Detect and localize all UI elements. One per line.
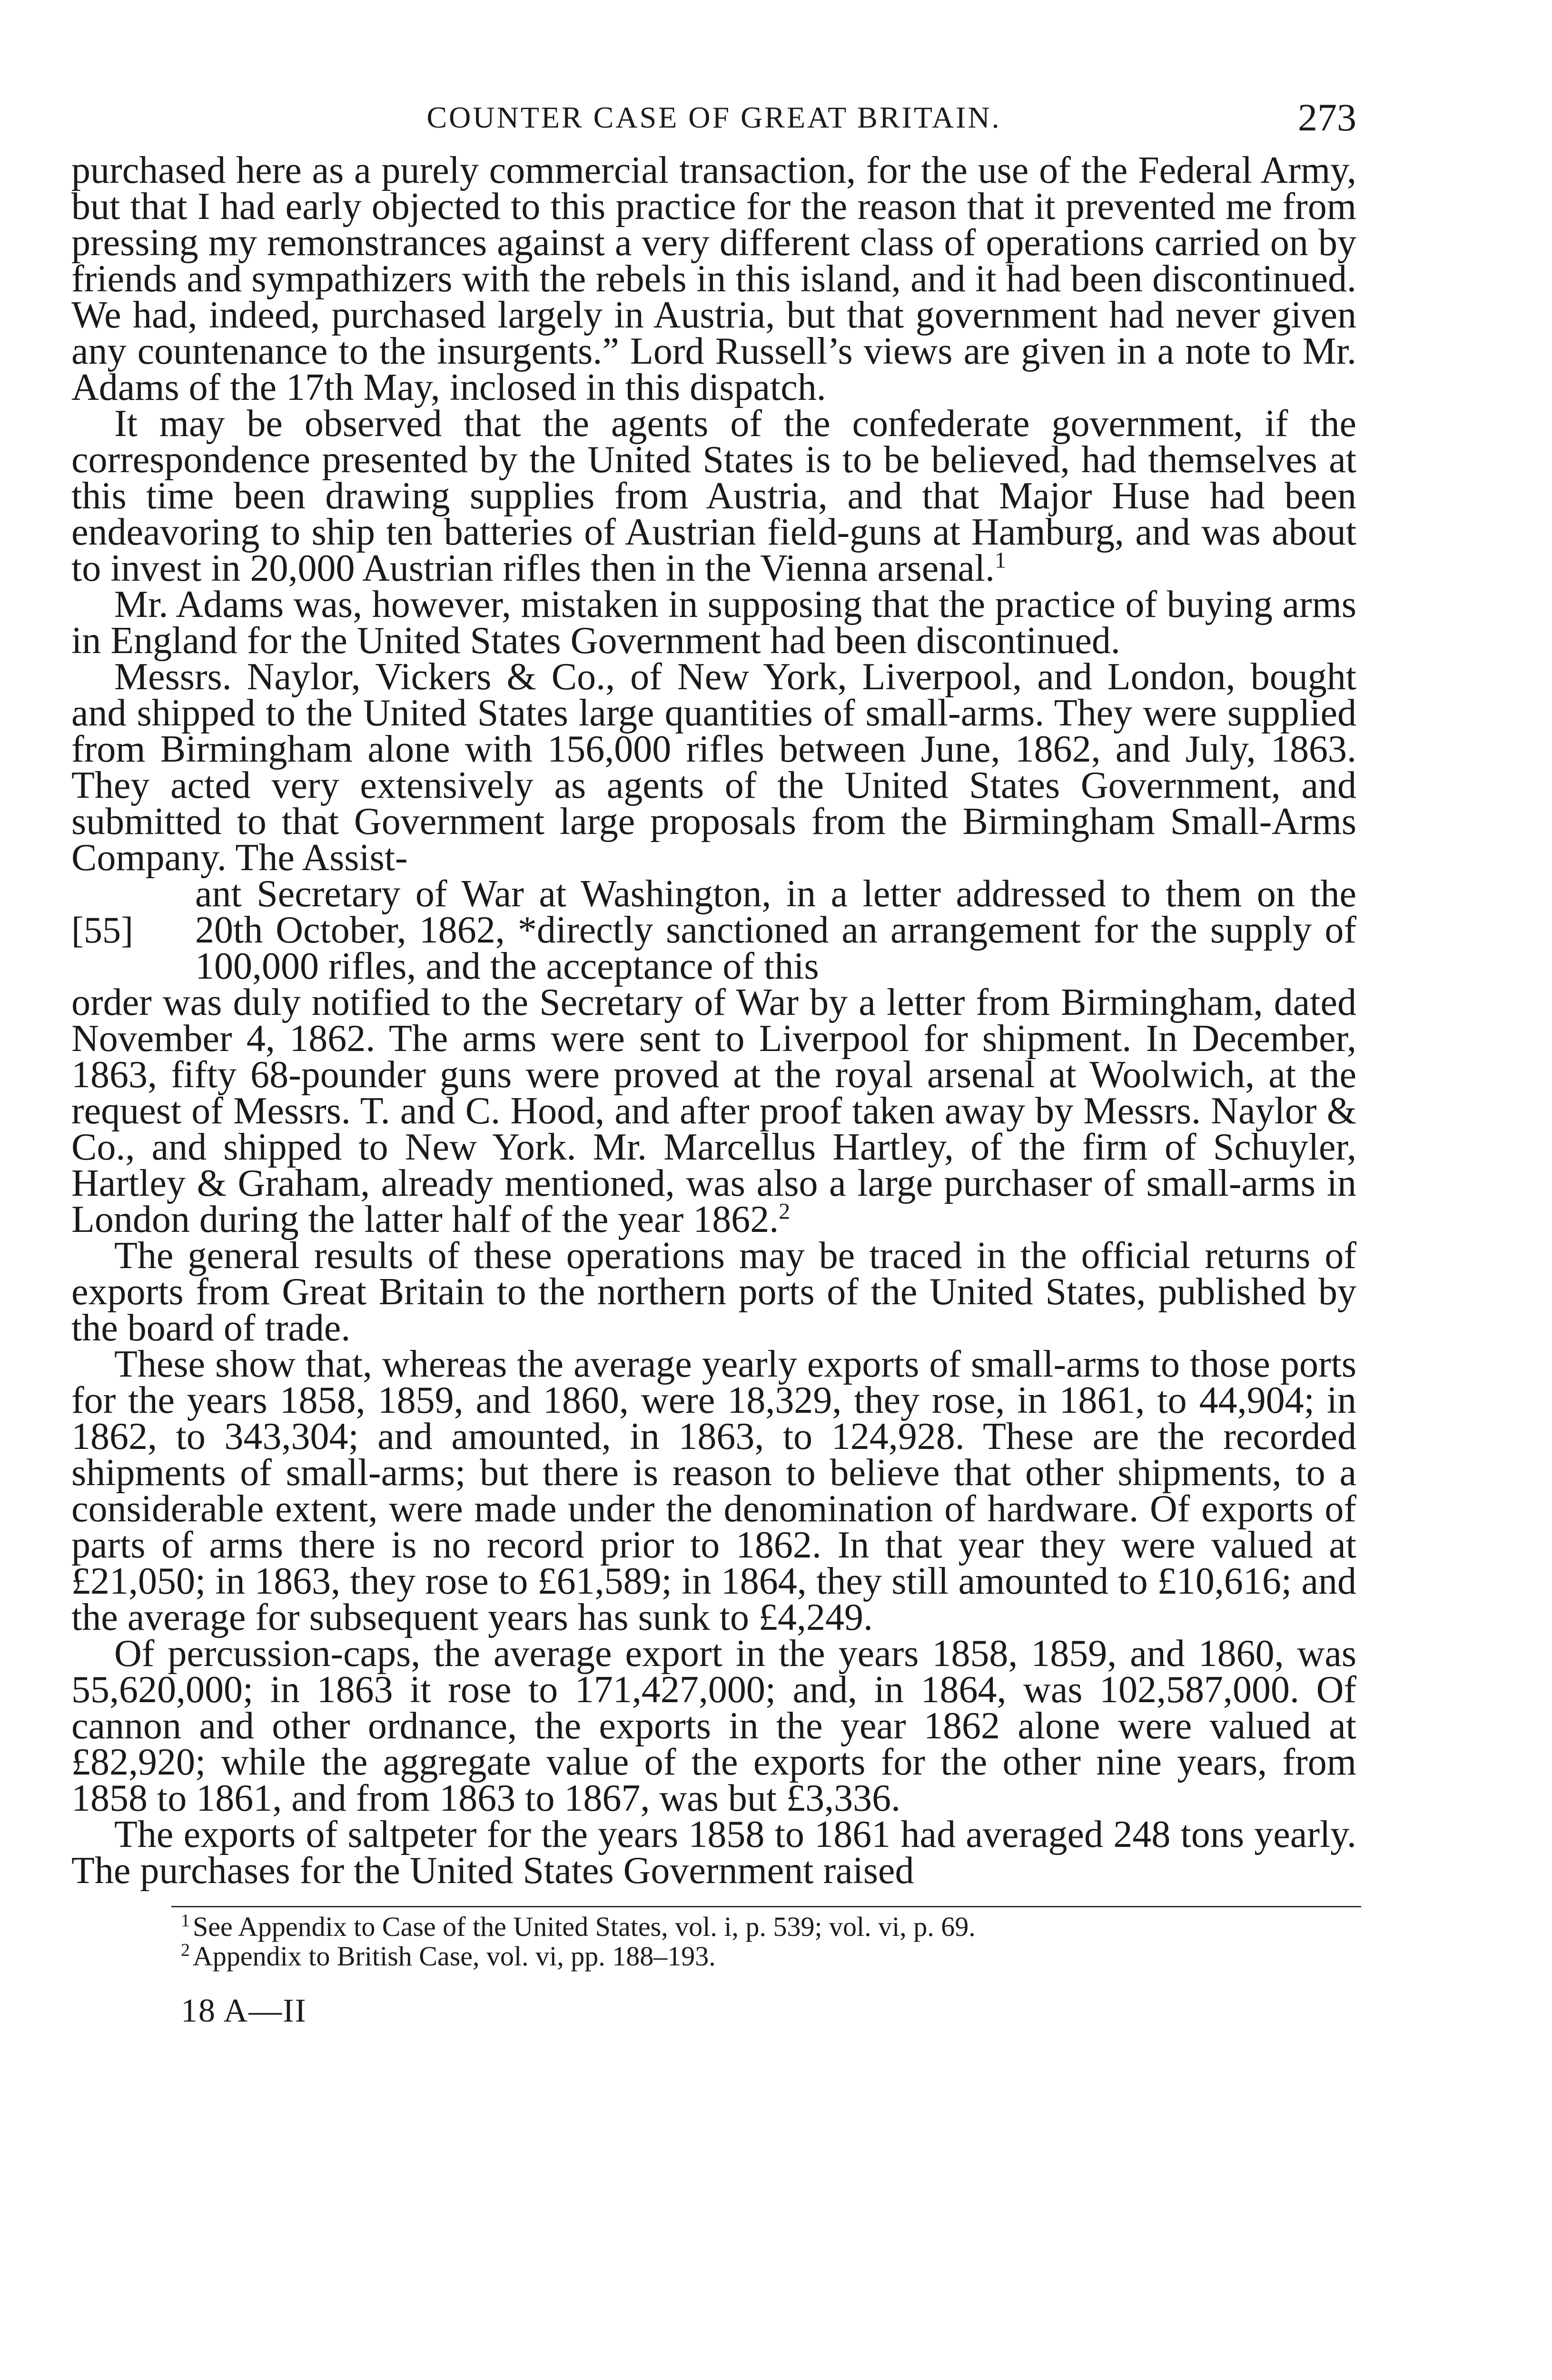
paragraph-1: purchased here as a purely commercial transaction, for the use of the Federal Army, but that I had early objected to this practice for the reason that it prevented me from pressing my remonstrances against a very different class of operations carried on by friends and sympathizers with the rebels in this island, and it had been discontinued. We had, indeed, purchased largely in Austria, but that government had never given any countenance to the insurgents.” Lord Russell’s views are given in a note to Mr. Adams of the 17th May, inclosed in this dispatch. [71, 149, 1356, 408]
paragraph-4-continued [71, 984, 1356, 1238]
paragraph-3: Mr. Adams was, however, mistaken in supposing that the practice of buying arms in England for the United States Government had been discontinued. [71, 584, 1356, 662]
paragraph-2-text: It may be observed that the agents of the confederate government, if the correspondence presented by the United States is to be believed, had themselves at this time been drawing supplies from Austria, and that Major Huse had been endeavoring to ship ten batteries of Austrian field-guns at Hamburg, and was about to invest in 20,000 Austrian rifles then in the Vienna arsenal. [71, 403, 1356, 589]
paragraph-2 [71, 403, 1356, 589]
running-head [71, 90, 1356, 152]
paragraph-7: Of percussion-caps, the average export in the years 1858, 1859, and 1860, was 55,620,000; in 1863 it rose to 171,427,000; and, in 1864, was 102,587,000. Of cannon and other ordnance, the exports in the year 1862 alone were valued at £82,920; while the aggregate value of the exports for the other nine years, from 1858 to 1861, and from 1863 to 1867, was but £3,336. [71, 1633, 1356, 1819]
footnote-1-mark: 1 [181, 1910, 190, 1931]
paragraph-6: These show that, whereas the average yearly exports of small-arms to those ports for the years 1858, 1859, and 1860, were 18,329, they rose, in 1861, to 44,904; in 1862, to 343,304; and amounted, in 1863, to 124,928. These are the recorded shipments of small-arms; but there is reason to believe that other shipments, to a considerable extent, were made under the denomination of hardware. Of exports of parts of arms there is no record prior to 1862. In that year they were valued at £21,050; in 1863, they rose to £61,589; in 1864, they still amounted to £10,616; and the average for subsequent years has sunk to £4,249. [71, 1343, 1356, 1638]
page-number: 273 [1298, 96, 1356, 139]
marginal-page-reference: [55] [71, 909, 133, 951]
book-page [71, 90, 1356, 2380]
footnote-2 [181, 1942, 1356, 1971]
running-title: COUNTER CASE OF GREAT BRITAIN. [426, 100, 1001, 134]
footnote-ref-1: 1 [995, 547, 1006, 573]
footnotes [71, 1912, 1356, 1971]
footnote-1-text: See Appendix to Case of the United States, vol. i, p. 539; vol. vi, p. 69. [193, 1911, 976, 1942]
footnote-1 [181, 1912, 1356, 1942]
marginal-reference-block [71, 873, 1356, 987]
printer-signature-mark: 18 A—II [181, 1993, 307, 2029]
paragraph-4-continued-text: order was duly notified to the Secretary of War by a letter from Birmingham, dated November 4, 1862. The arms were sent to Liverpool for shipment. In December, 1863, fifty 68-pounder guns were proved at the royal arsenal at Woolwich, at the request of Messrs. T. and C. Hood, and after proof taken away by Messrs. Naylor & Co., and shipped to New York. Mr. Marcellus Hartley, of the firm of Schuyler, Hartley & Graham, already mentioned, was also a large purchaser of small-arms in London during the latter half of the year 1862. [71, 982, 1356, 1240]
paragraph-5: The general results of these operations may be traced in the official returns of exports from Great Britain to the northern ports of the United States, published by the board of trade. [71, 1235, 1356, 1349]
footnote-2-mark: 2 [181, 1940, 190, 1960]
body-text [71, 149, 1356, 1892]
paragraph-8: The exports of saltpeter for the years 1858 to 1861 had averaged 248 tons yearly. The purchases for the United States Government raised [71, 1814, 1356, 1892]
paragraph-4: Messrs. Naylor, Vickers & Co., of New York, Liverpool, and London, bought and shipped to the United States large quantities of small-arms. They were supplied from Birmingham alone with 156,000 rifles between June, 1862, and July, 1863. They acted very extensively as agents of the United States Government, and submitted to that Government large proposals from the Birmingham Small-Arms Company. The Assist- [71, 656, 1356, 879]
footnote-2-text: Appendix to British Case, vol. vi, pp. 188–193. [193, 1941, 716, 1972]
paragraph-4-indented-text: ant Secretary of War at Washington, in a letter addressed to them on the 20th October, 1862, *directly sanctioned an arrangement for the supply of 100,000 rifles, and the acceptance of this [195, 873, 1356, 987]
footnote-ref-2: 2 [779, 1199, 791, 1224]
footnote-divider [171, 1906, 1361, 1907]
